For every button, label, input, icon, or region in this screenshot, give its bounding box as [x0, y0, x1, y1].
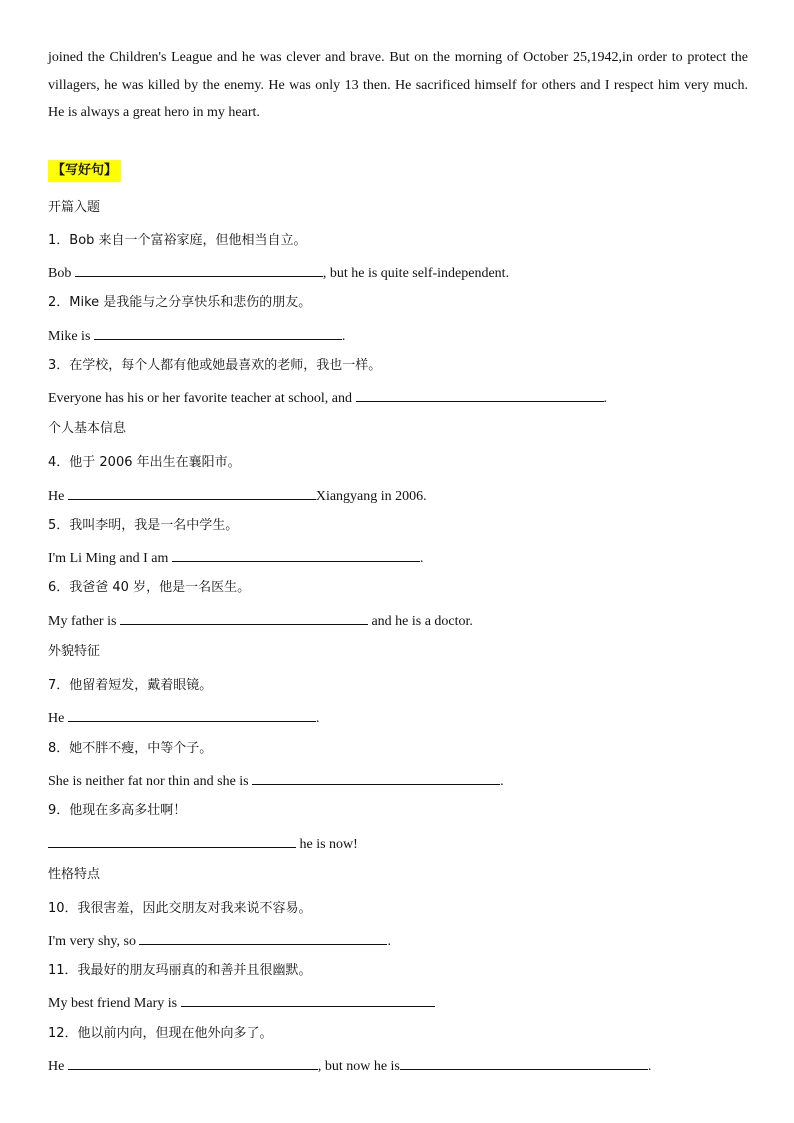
item-6-english: My father is and he is a doctor.	[48, 610, 473, 632]
section-heading-personality: 性格特点	[48, 867, 101, 882]
item-5-chinese: 5．我叫李明，我是一名中学生。	[48, 518, 239, 533]
item-2-english: Mike is .	[48, 325, 345, 347]
item-7-english: He .	[48, 707, 319, 729]
item-12-answer-blank-1[interactable]	[68, 1055, 318, 1070]
item-11-chinese: 11．我最好的朋友玛丽真的和善并且很幽默。	[48, 963, 312, 978]
item-10-answer-blank[interactable]	[139, 930, 387, 945]
section-heading-appearance: 外貌特征	[48, 644, 101, 659]
item-6-answer-blank[interactable]	[120, 610, 368, 625]
item-8-english: She is neither fat nor thin and she is .	[48, 770, 504, 792]
item-1-chinese: 1．Bob 来自一个富裕家庭，但他相当自立。	[48, 233, 307, 248]
item-7-answer-blank[interactable]	[68, 707, 316, 722]
intro-paragraph: joined the Children's League and he was clever and brave. But on the morning of October 25,1942,in order to protect the villagers, he was killed by the enemy. He was only 13 then. He sacrificed himself for others and I respect him very much. He is always a great hero in my heart.	[48, 50, 748, 120]
item-12-english: He , but now he is .	[48, 1055, 651, 1077]
item-9-answer-blank[interactable]	[48, 833, 296, 848]
item-3-answer-blank[interactable]	[356, 387, 604, 402]
item-7-chinese: 7．他留着短发，戴着眼镜。	[48, 678, 213, 693]
item-11-english: My best friend Mary is	[48, 992, 435, 1014]
item-8-answer-blank[interactable]	[252, 770, 500, 785]
item-8-chinese: 8．她不胖不瘦，中等个子。	[48, 741, 213, 756]
item-10-english: I'm very shy, so .	[48, 930, 391, 952]
item-4-chinese: 4．他于 2006 年出生在襄阳市。	[48, 455, 241, 470]
item-1-english: Bob , but he is quite self-independent.	[48, 262, 509, 284]
item-4-english: He Xiangyang in 2006.	[48, 485, 427, 507]
item-9-english: he is now!	[48, 833, 358, 855]
item-3-english: Everyone has his or her favorite teacher at school, and .	[48, 387, 607, 409]
item-6-chinese: 6．我爸爸 40 岁，他是一名医生。	[48, 580, 251, 595]
item-12-chinese: 12．他以前内向，但现在他外向多了。	[48, 1026, 273, 1041]
item-4-answer-blank[interactable]	[68, 485, 316, 500]
item-11-answer-blank[interactable]	[181, 992, 435, 1007]
section-tag-write-sentences: 【写好句】	[48, 160, 121, 182]
item-12-answer-blank-2[interactable]	[400, 1055, 648, 1070]
section-heading-basic-info: 个人基本信息	[48, 421, 127, 436]
item-1-answer-blank[interactable]	[75, 262, 323, 277]
item-5-answer-blank[interactable]	[172, 547, 420, 562]
item-10-chinese: 10．我很害羞，因此交朋友对我来说不容易。	[48, 901, 312, 916]
item-3-chinese: 3．在学校，每个人都有他或她最喜欢的老师，我也一样。	[48, 358, 382, 373]
item-2-chinese: 2．Mike 是我能与之分享快乐和悲伤的朋友。	[48, 295, 312, 310]
item-5-english: I'm Li Ming and I am .	[48, 547, 423, 569]
item-2-answer-blank[interactable]	[94, 325, 342, 340]
item-9-chinese: 9．他现在多高多壮啊！	[48, 803, 187, 818]
section-heading-opening: 开篇入题	[48, 200, 101, 215]
